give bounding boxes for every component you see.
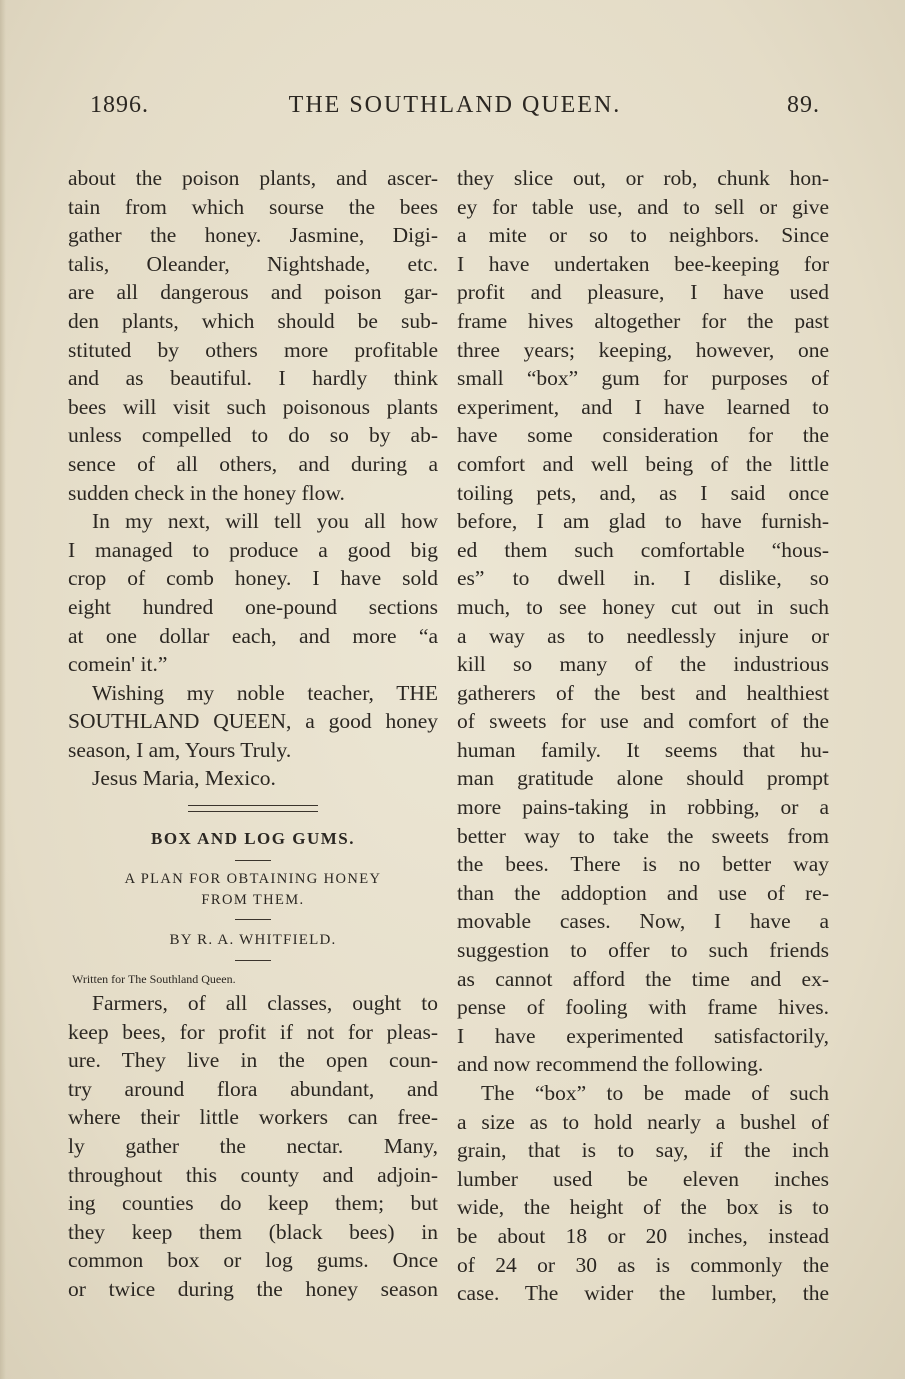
text-line: wide, the height of the box is to <box>457 1195 829 1220</box>
text-line: and as beautiful. I hardly think <box>68 366 438 391</box>
text-line: bees will visit such poisonous plants <box>68 394 438 419</box>
text-line: and now recommend the following. <box>457 1052 764 1077</box>
text-line: about the poison plants, and ascer- <box>68 166 438 190</box>
text-line: ly gather the nectar. Many, <box>68 1134 438 1159</box>
text-line: keep bees, for profit if not for pleas- <box>68 1019 438 1044</box>
text-line: be about 18 or 20 inches, instead <box>457 1223 829 1248</box>
header-page-number: 89. <box>787 92 820 118</box>
text-line: are all dangerous and poison gar- <box>68 280 438 305</box>
text-line: man gratitude alone should prompt <box>457 766 829 791</box>
text-line: kill so many of the industrious <box>457 652 829 677</box>
location-line: Jesus Maria, Mexico. <box>92 766 276 791</box>
text-line: SOUTHLAND QUEEN, a good honey <box>68 709 438 734</box>
subtitle-rule <box>235 919 271 920</box>
text-line: Farmers, of all classes, ought to <box>92 991 438 1016</box>
text-line: The “box” to be made of such <box>481 1081 829 1105</box>
article-title: BOX AND LOG GUMS. <box>150 829 356 849</box>
continuation-paragraph <box>68 164 438 507</box>
paragraph-closing <box>68 679 438 793</box>
text-line: comein' it.” <box>68 652 168 677</box>
text-line: pense of fooling with frame hives. <box>457 995 829 1020</box>
text-line: ing counties do keep them; but <box>68 1191 438 1216</box>
text-line: or twice during the honey season <box>68 1277 438 1301</box>
text-line: tain from which sourse the bees <box>68 194 438 219</box>
text-line: season, I am, Yours Truly. <box>68 737 292 762</box>
written-for-note: Written for The Southland Queen. <box>72 972 236 987</box>
text-line: toiling pets, and, as I said once <box>457 480 829 505</box>
text-line: movable cases. Now, I have a <box>457 909 829 934</box>
text-line: suggestion to offer to such friends <box>457 938 829 963</box>
title-rule <box>235 860 271 861</box>
article-paragraph <box>68 989 438 1304</box>
text-line: more pains-taking in robbing, or a <box>457 795 829 820</box>
text-line: where their little workers can free- <box>68 1105 438 1130</box>
text-line: small “box” gum for purposes of <box>457 366 829 391</box>
text-line: human family. It seems that hu- <box>457 737 829 762</box>
text-line: a mite or so to neighbors. Since <box>457 223 829 248</box>
header-title: THE SOUTHLAND QUEEN. <box>288 92 622 118</box>
text-line: ure. They live in the open coun- <box>68 1048 438 1073</box>
text-line: before, I am glad to have furnish- <box>457 509 829 534</box>
article-subtitle-line2: FROM THEM. <box>201 892 305 909</box>
text-line: experiment, and I have learned to <box>457 394 829 419</box>
text-line: Wishing my noble teacher, THE <box>92 680 438 705</box>
text-line: comfort and well being of the little <box>457 451 829 476</box>
right-column <box>457 164 829 1308</box>
text-line: common box or log gums. Once <box>68 1248 438 1273</box>
text-line: In my next, will tell you all how <box>92 509 438 534</box>
text-line: stituted by others more profitable <box>68 337 438 362</box>
text-line: grain, that is to say, if the inch <box>457 1138 829 1163</box>
header-year: 1896. <box>90 92 149 118</box>
article-byline: BY R. A. WHITFIELD. <box>169 932 337 949</box>
byline-rule <box>235 960 271 961</box>
text-line: ey for table use, and to sell or give <box>457 194 829 219</box>
article-subtitle-line1: A PLAN FOR OBTAINING HONEY <box>124 871 382 888</box>
text-line: of sweets for use and comfort of the <box>457 709 829 734</box>
text-line: than the addoption and use of re- <box>457 880 829 905</box>
text-line: gather the honey. Jasmine, Digi- <box>68 223 438 248</box>
text-line: three years; keeping, however, one <box>457 337 829 362</box>
text-line: gatherers of the best and healthiest <box>457 680 829 705</box>
text-line: crop of comb honey. I have sold <box>68 566 438 591</box>
text-line: they keep them (black bees) in <box>68 1219 438 1244</box>
text-line: I have undertaken bee-keeping for <box>457 251 829 276</box>
text-line: have some consideration for the <box>457 423 829 448</box>
text-line: much, to see honey cut out in such <box>457 594 829 619</box>
text-line: talis, Oleander, Nightshade, etc. <box>68 251 438 276</box>
text-line: I managed to produce a good big <box>68 537 438 562</box>
text-line: the bees. There is no better way <box>457 852 829 877</box>
text-line: I have experimented satisfactorily, <box>457 1023 829 1048</box>
text-line: a size as to hold nearly a bushel of <box>457 1109 829 1134</box>
text-line: sence of all others, and during a <box>68 451 438 476</box>
text-line: ed them such comfortable “hous- <box>457 537 829 562</box>
paragraph-box-size <box>457 1079 829 1308</box>
page-spine-shadow <box>0 0 6 1379</box>
text-line: es” to dwell in. I dislike, so <box>457 566 829 591</box>
running-header <box>90 92 820 122</box>
text-line: better way to take the sweets from <box>457 823 829 848</box>
text-line: eight hundred one-pound sections <box>68 594 438 619</box>
text-line: frame hives altogether for the past <box>457 308 829 333</box>
text-line: of 24 or 30 as is commonly the <box>457 1252 829 1277</box>
text-line: at one dollar each, and more “a <box>68 623 438 648</box>
text-line: sudden check in the honey flow. <box>68 480 345 505</box>
article-paragraph-continued <box>457 164 829 1079</box>
text-line: try around flora abundant, and <box>68 1076 438 1101</box>
text-line: profit and pleasure, I have used <box>457 280 829 305</box>
text-line: a way as to needlessly injure or <box>457 623 829 648</box>
paragraph-comb-honey <box>68 507 438 679</box>
text-line: den plants, which should be sub- <box>68 308 438 333</box>
text-line: lumber used be eleven inches <box>457 1166 829 1191</box>
text-line: they slice out, or rob, chunk hon- <box>457 166 829 190</box>
left-column <box>68 164 438 1304</box>
section-divider <box>188 805 318 812</box>
text-line: throughout this county and adjoin- <box>68 1162 438 1187</box>
text-line: unless compelled to do so by ab- <box>68 423 438 448</box>
text-line: case. The wider the lumber, the <box>457 1281 829 1306</box>
text-line: as cannot afford the time and ex- <box>457 966 829 991</box>
